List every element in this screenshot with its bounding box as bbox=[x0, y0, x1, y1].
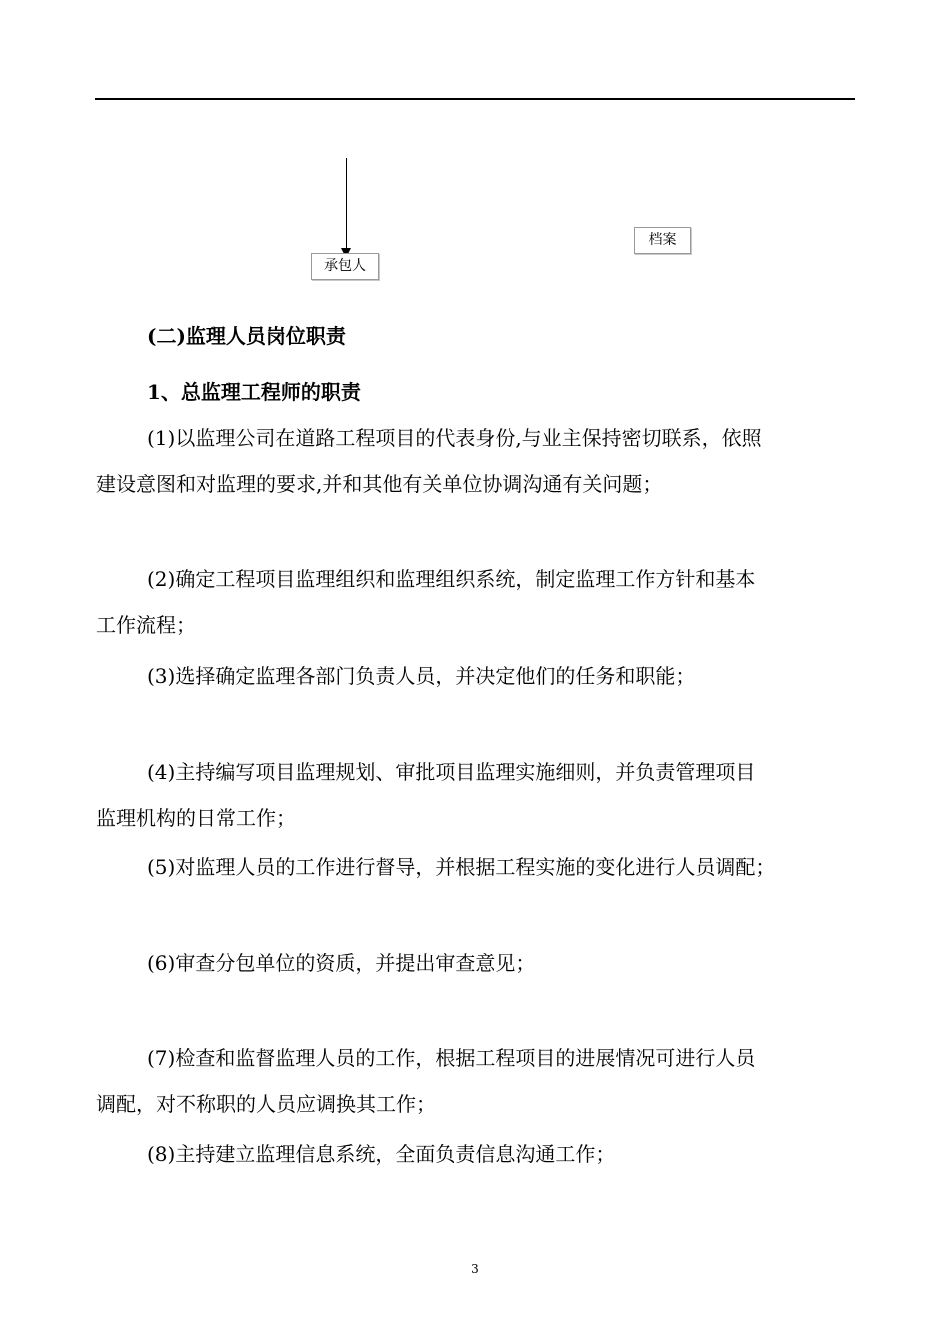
duty-line: (4)主持编写项目监理规划、审批项目监理实施细则，并负责管理项目 bbox=[147, 760, 756, 784]
duty-item-7 bbox=[96, 1035, 866, 1127]
duty-item-2 bbox=[96, 556, 866, 648]
duty-line: 监理机构的日常工作； bbox=[96, 806, 296, 830]
duty-line: (5)对监理人员的工作进行督导，并根据工程实施的变化进行人员调配； bbox=[147, 855, 776, 879]
duty-item-1 bbox=[96, 415, 866, 507]
duty-line: 工作流程； bbox=[96, 613, 196, 637]
duty-line: (7)检查和监督监理人员的工作，根据工程项目的进展情况可进行人员 bbox=[147, 1046, 756, 1070]
duty-line: 调配，对不称职的人员应调换其工作； bbox=[96, 1092, 436, 1116]
duty-line: (2)确定工程项目监理组织和监理组织系统，制定监理工作方针和基本 bbox=[147, 567, 756, 591]
section-heading: (二)监理人员岗位职责 bbox=[147, 324, 346, 348]
header-rule bbox=[95, 98, 855, 100]
duty-item-6 bbox=[96, 940, 866, 986]
duty-item-4 bbox=[96, 749, 866, 841]
duty-line: (1)以监理公司在道路工程项目的代表身份,与业主保持密切联系，依照 bbox=[147, 426, 762, 450]
connector-line bbox=[346, 158, 347, 253]
duty-line: (8)主持建立监理信息系统，全面负责信息沟通工作； bbox=[147, 1142, 616, 1166]
duty-line: 建设意图和对监理的要求,并和其他有关单位协调沟通有关问题； bbox=[96, 472, 663, 496]
duty-item-8 bbox=[96, 1131, 866, 1177]
duty-item-3 bbox=[96, 653, 866, 699]
subsection-heading: 1、总监理工程师的职责 bbox=[147, 380, 361, 404]
duty-line: (3)选择确定监理各部门负责人员，并决定他们的任务和职能； bbox=[147, 664, 696, 688]
page-number: 3 bbox=[471, 1262, 479, 1276]
archive-box: 档案 bbox=[634, 227, 691, 254]
contractor-box: 承包人 bbox=[311, 253, 379, 280]
duty-item-5 bbox=[96, 844, 866, 890]
duty-line: (6)审查分包单位的资质，并提出审查意见； bbox=[147, 951, 536, 975]
